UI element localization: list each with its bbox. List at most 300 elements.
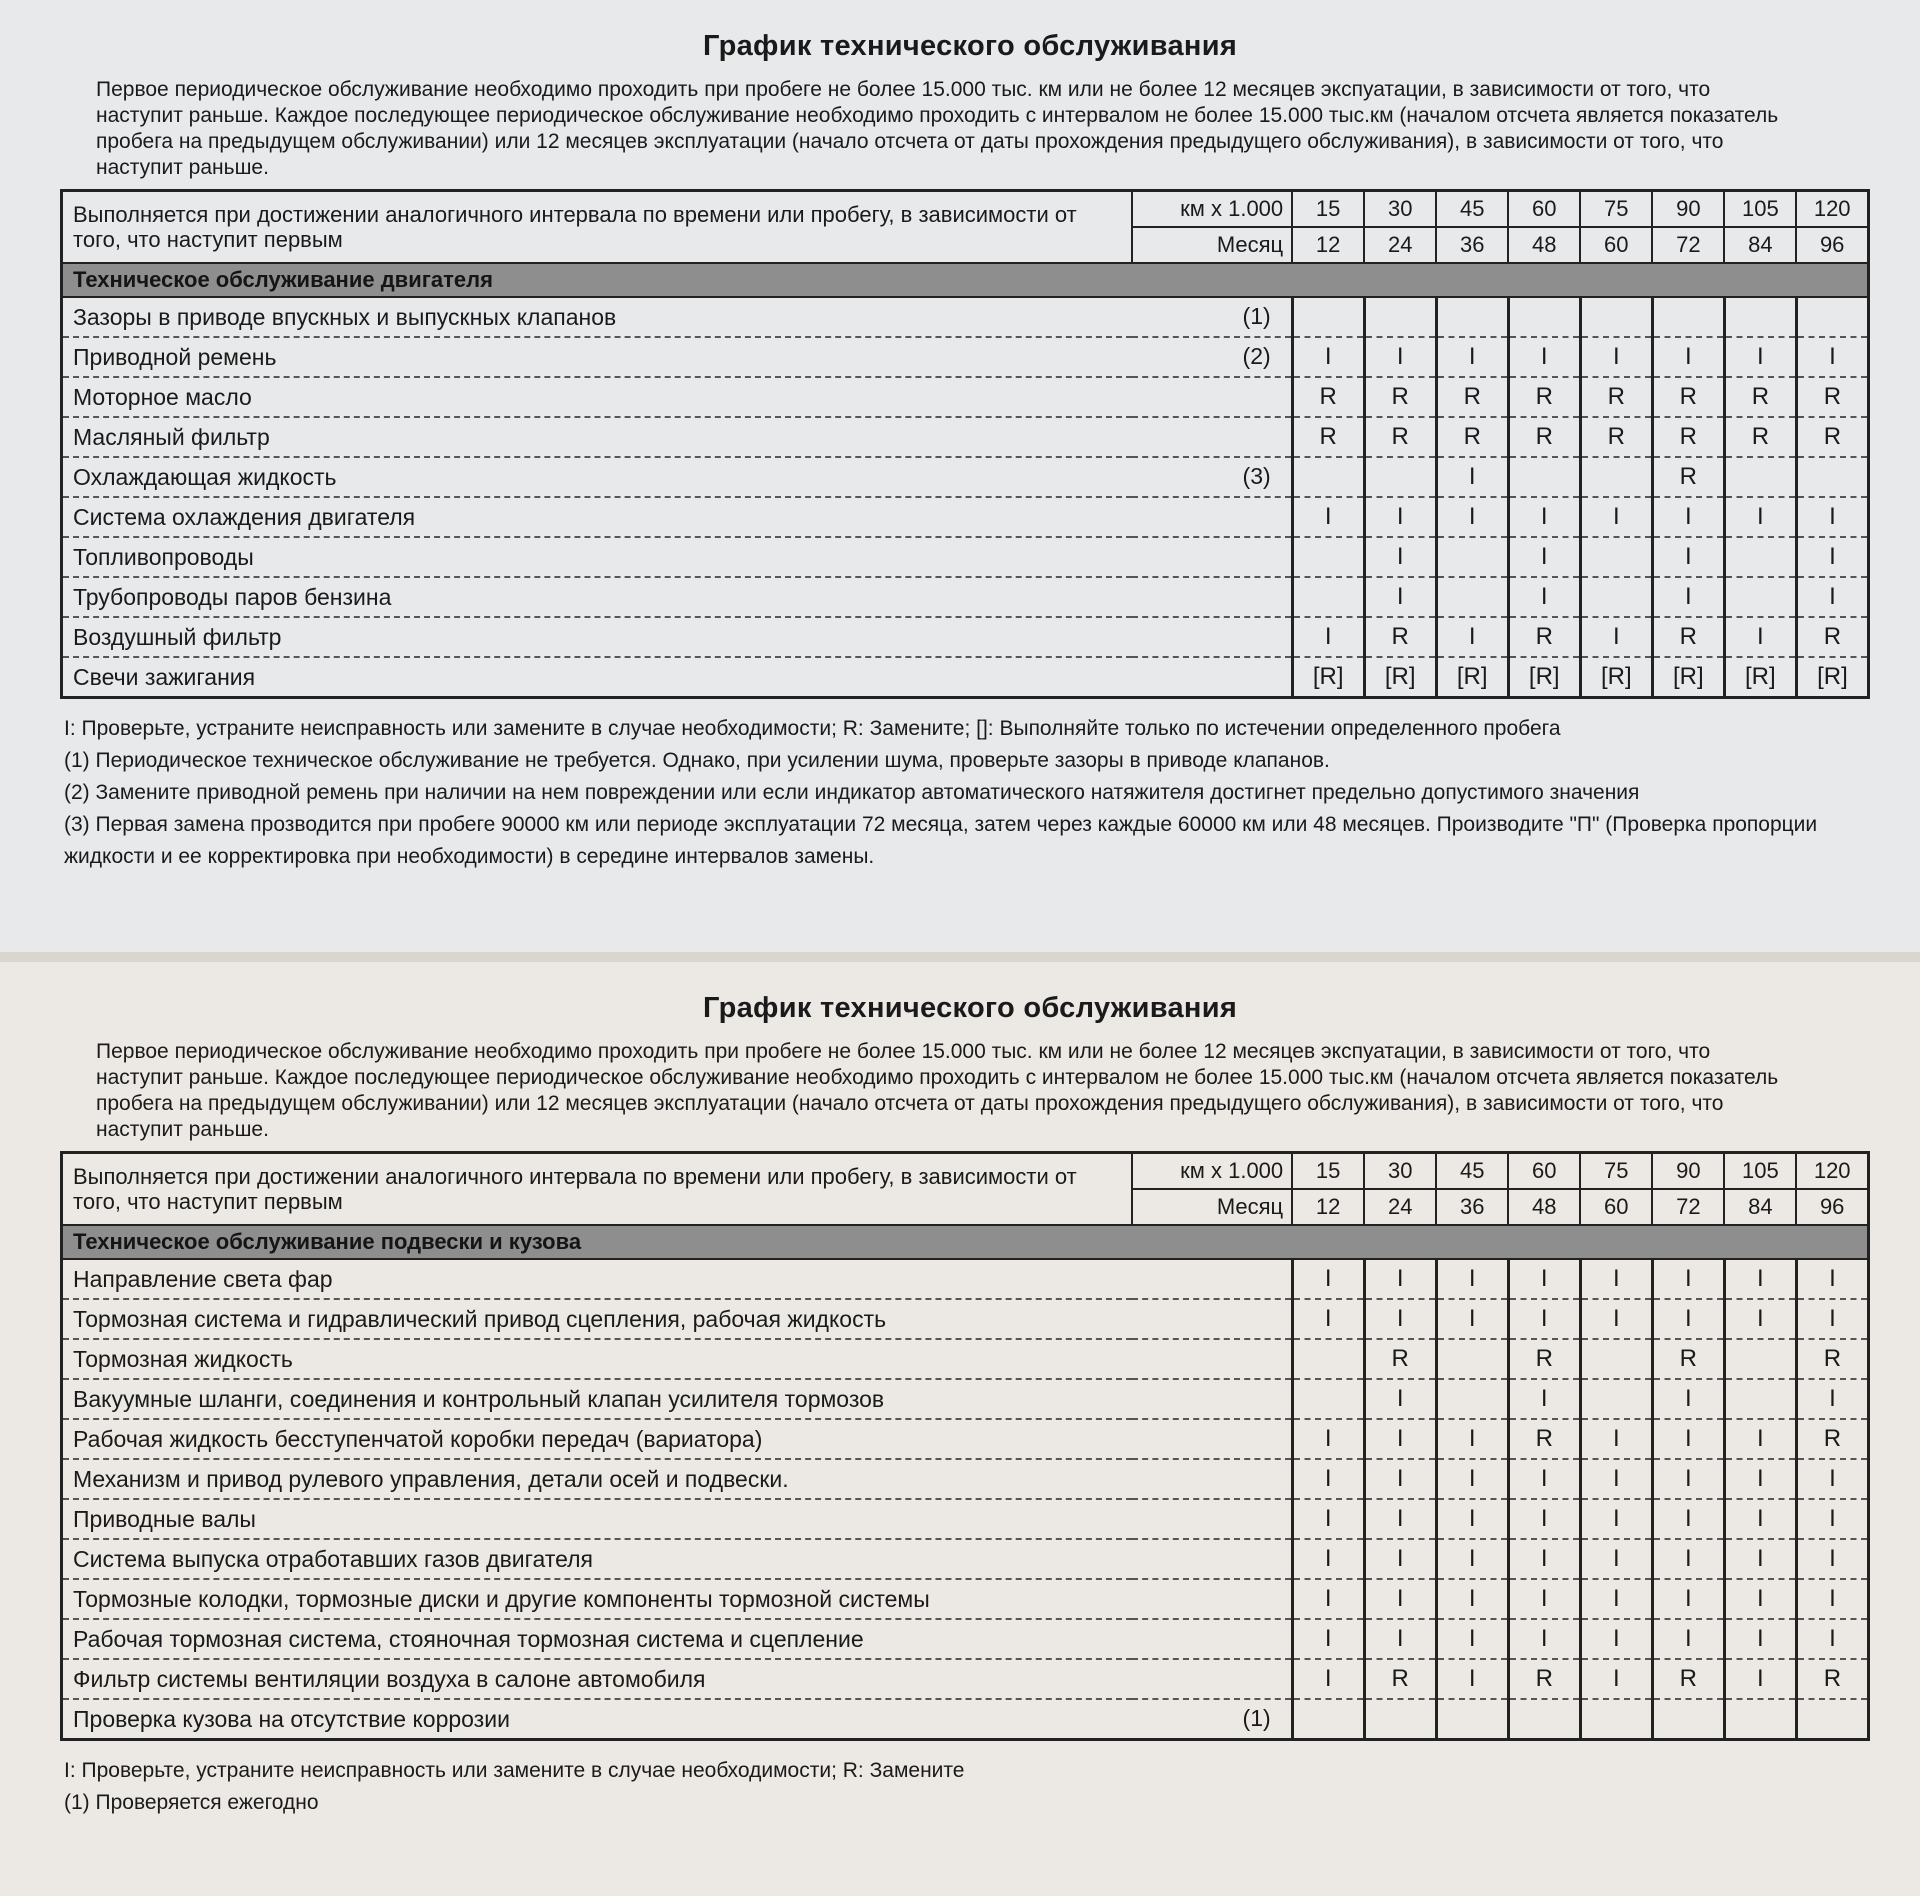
schedule-mark: I [1436,1459,1508,1499]
schedule-mark [1580,1379,1652,1419]
schedule-mark: R [1364,417,1436,457]
table-row [62,497,1869,537]
month-value: 60 [1580,227,1652,263]
schedule-mark: I [1508,1299,1580,1339]
table-row [62,1379,1869,1419]
month-value: 48 [1508,1189,1580,1225]
schedule-mark [1724,577,1796,617]
schedule-mark: I [1652,1259,1724,1299]
schedule-mark [1292,577,1364,617]
schedule-mark [1796,1699,1868,1740]
legend-line: (1) Проверяется ежегодно [64,1791,319,1814]
schedule-mark: [R] [1292,657,1364,698]
month-value: 84 [1724,227,1796,263]
item-cell [62,1539,1293,1579]
table-row [62,1539,1869,1579]
schedule-mark: I [1436,1259,1508,1299]
schedule-mark: I [1580,1459,1652,1499]
schedule-mark: [R] [1796,657,1868,698]
schedule-mark: I [1724,1579,1796,1619]
schedule-mark [1724,297,1796,337]
schedule-mark: I [1508,537,1580,577]
page-title: График технического обслуживания [702,992,1238,1024]
schedule-mark: I [1508,1539,1580,1579]
month-value: 12 [1292,1189,1364,1225]
schedule-mark [1724,1699,1796,1740]
schedule-mark: I [1580,1539,1652,1579]
month-value: 24 [1364,227,1436,263]
table-row [62,1299,1869,1339]
schedule-mark: R [1508,1659,1580,1699]
schedule-mark: I [1796,577,1868,617]
schedule-mark: I [1292,1579,1364,1619]
schedule-mark: R [1436,377,1508,417]
legend [64,1755,1880,1819]
schedule-mark: R [1652,617,1724,657]
month-value: 12 [1292,227,1364,263]
schedule-mark: I [1364,577,1436,617]
schedule-mark [1724,1339,1796,1379]
section-title: Техническое обслуживание подвески и кузова [62,1225,1869,1259]
schedule-mark: R [1580,377,1652,417]
km-value: 90 [1652,1153,1724,1190]
footnote-ref: (1) [1242,1705,1271,1731]
month-label: Месяц [1132,1189,1292,1225]
item-label: Проверка кузова на отсутствие коррозии [73,1705,510,1732]
schedule-mark: I [1364,1419,1436,1459]
schedule-mark: I [1724,497,1796,537]
table-row [62,577,1869,617]
schedule-mark: R [1364,377,1436,417]
table-row [62,457,1869,497]
item-label: Фильтр системы вентиляции воздуха в салоне автомобиля [73,1665,706,1692]
schedule-mark: I [1652,497,1724,537]
legend-line: I: Проверьте, устраните неисправность или замените в случае необходимости; R: Замените [64,1759,965,1782]
table-row [62,537,1869,577]
schedule-mark: I [1652,1299,1724,1339]
item-cell [62,1619,1293,1659]
schedule-mark: R [1796,377,1868,417]
item-cell [62,1339,1293,1379]
table-row [62,657,1869,698]
schedule-mark: I [1724,1539,1796,1579]
intro-text: Первое периодическое обслуживание необходимо проходить при пробеге не более 15.000 тыс. км или не более 12 месяцев экспуатации, в зависимости от того, что наступит раньше. Каждое последующее периодическое обслуживание необходимо проходить с интервалом не более 15.000 тыс.км (началом отсчета является показатель пробега на предыдущем обслуживании) или 12 месяцев эксплуатации (начало отсчета от даты прохождения предыдущего обслуживания), в зависимости от того, что наступит раньше. [96,78,1779,179]
intro-text: Первое периодическое обслуживание необходимо проходить при пробеге не более 15.000 тыс. км или не более 12 месяцев экспуатации, в зависимости от того, что наступит раньше. Каждое последующее периодическое обслуживание необходимо проходить с интервалом не более 15.000 тыс.км (началом отсчета является показатель пробега на предыдущем обслуживании) или 12 месяцев эксплуатации (начало отсчета от даты прохождения предыдущего обслуживания), в зависимости от того, что наступит раньше. [96,1040,1779,1141]
item-cell [62,617,1293,657]
schedule-mark: I [1508,1579,1580,1619]
item-cell [62,1659,1293,1699]
item-cell [62,377,1293,417]
schedule-mark: I [1724,337,1796,377]
item-label: Приводные валы [73,1505,256,1532]
schedule-mark: [R] [1364,657,1436,698]
table-row [62,417,1869,457]
item-label: Механизм и привод рулевого управления, детали осей и подвески. [73,1465,789,1492]
item-cell [62,577,1293,617]
schedule-mark: I [1580,497,1652,537]
schedule-mark [1364,457,1436,497]
km-label: км х 1.000 [1132,1153,1292,1190]
table-row [62,1259,1869,1299]
schedule-mark: I [1580,1259,1652,1299]
schedule-table [60,1151,1870,1741]
item-cell [62,1379,1293,1419]
month-value: 60 [1580,1189,1652,1225]
schedule-mark [1292,1379,1364,1419]
schedule-mark: I [1292,1659,1364,1699]
schedule-mark: R [1724,417,1796,457]
schedule-mark: R [1796,1419,1868,1459]
schedule-mark: I [1796,1619,1868,1659]
schedule-mark [1652,1699,1724,1740]
month-value: 36 [1436,1189,1508,1225]
schedule-mark [1292,457,1364,497]
schedule-mark: I [1436,457,1508,497]
item-label: Приводной ремень [73,343,277,370]
schedule-mark [1508,457,1580,497]
schedule-mark: I [1292,337,1364,377]
schedule-mark: I [1652,1499,1724,1539]
schedule-mark: I [1436,337,1508,377]
schedule-mark: I [1508,337,1580,377]
item-label: Тормозная жидкость [73,1345,293,1372]
schedule-mark: I [1436,1579,1508,1619]
schedule-mark: R [1652,417,1724,457]
schedule-mark: I [1724,1619,1796,1659]
schedule-mark: R [1364,1659,1436,1699]
item-label: Рабочая тормозная система, стояночная тормозная система и сцепление [73,1625,864,1652]
item-label: Рабочая жидкость бесступенчатой коробки передач (вариатора) [73,1425,763,1452]
schedule-mark: I [1508,1379,1580,1419]
schedule-mark [1436,537,1508,577]
item-label: Масляный фильтр [73,423,270,450]
table-row [62,377,1869,417]
schedule-mark: I [1436,1619,1508,1659]
schedule-mark: I [1436,1299,1508,1339]
interval-header: Выполняется при достижении аналогичного интервала по времени или пробегу, в зависимости от того, что наступит первым [62,191,1133,264]
footnote-ref: (1) [1242,303,1271,329]
km-value: 45 [1436,1153,1508,1190]
schedule-mark: R [1292,377,1364,417]
schedule-mark: I [1508,1459,1580,1499]
schedule-mark: R [1580,417,1652,457]
item-cell [62,1699,1293,1740]
item-cell [62,1259,1293,1299]
item-label: Вакуумные шланги, соединения и контрольный клапан усилителя тормозов [73,1385,885,1412]
schedule-mark [1580,577,1652,617]
schedule-mark [1292,1339,1364,1379]
footnote-ref: (2) [1242,343,1271,369]
legend-line: I: Проверьте, устраните неисправность или замените в случае необходимости; R: Замените; []: Выполняйте только по истечении определенного пробега [64,717,1561,740]
schedule-mark [1436,1699,1508,1740]
schedule-mark: I [1364,497,1436,537]
schedule-mark: I [1724,1659,1796,1699]
schedule-mark: I [1580,1299,1652,1339]
schedule-mark: I [1580,1579,1652,1619]
schedule-mark [1364,297,1436,337]
schedule-mark [1796,457,1868,497]
item-label: Топливопроводы [73,543,254,570]
schedule-mark: I [1580,1499,1652,1539]
item-label: Воздушный фильтр [73,623,282,650]
schedule-mark: I [1436,1499,1508,1539]
schedule-mark: I [1364,1579,1436,1619]
table-row [62,1339,1869,1379]
item-cell [62,497,1293,537]
item-cell [62,457,1293,497]
km-value: 120 [1796,1153,1868,1190]
schedule-mark [1580,1339,1652,1379]
schedule-mark: I [1364,1539,1436,1579]
schedule-mark: I [1292,1459,1364,1499]
table-row [62,297,1869,337]
schedule-mark: I [1508,1259,1580,1299]
item-cell [62,537,1293,577]
schedule-mark: I [1724,1299,1796,1339]
item-label: Система охлаждения двигателя [73,503,416,530]
km-value: 60 [1508,1153,1580,1190]
maintenance-sheet-body [0,962,1920,1896]
schedule-mark: I [1364,1619,1436,1659]
table-row [62,1579,1869,1619]
schedule-mark: R [1292,417,1364,457]
schedule-mark: R [1508,417,1580,457]
table-row [62,1499,1869,1539]
km-value: 90 [1652,191,1724,228]
schedule-mark: [R] [1652,657,1724,698]
schedule-mark: I [1796,1299,1868,1339]
schedule-mark: I [1292,497,1364,537]
table-row [62,1699,1869,1740]
km-value: 30 [1364,191,1436,228]
item-label: Моторное масло [73,383,252,410]
km-value: 15 [1292,191,1364,228]
item-cell [62,1299,1293,1339]
schedule-mark: I [1796,497,1868,537]
month-value: 72 [1652,227,1724,263]
month-value: 96 [1819,1194,1845,1219]
legend-line: (2) Замените приводной ремень при наличии на нем повреждении или если индикатор автоматического натяжителя достигнет предельно допустимого значения [64,781,1640,804]
item-cell [62,297,1293,337]
schedule-mark: I [1292,1619,1364,1659]
table-row [62,1459,1869,1499]
schedule-mark: I [1436,497,1508,537]
schedule-mark: R [1652,1339,1724,1379]
schedule-mark: I [1508,577,1580,617]
schedule-mark [1724,537,1796,577]
schedule-mark: I [1364,337,1436,377]
schedule-mark [1436,297,1508,337]
schedule-mark [1292,297,1364,337]
schedule-mark: I [1652,1579,1724,1619]
schedule-mark: R [1508,617,1580,657]
schedule-mark: [R] [1724,657,1796,698]
schedule-mark: I [1580,1419,1652,1459]
schedule-mark: I [1364,1299,1436,1339]
km-label: км х 1.000 [1132,191,1292,228]
schedule-mark: I [1652,1459,1724,1499]
schedule-mark: R [1508,1419,1580,1459]
schedule-mark: I [1652,337,1724,377]
item-label: Тормозная система и гидравлический привод сцепления, рабочая жидкость [73,1305,887,1332]
schedule-mark: R [1508,377,1580,417]
schedule-mark: R [1724,377,1796,417]
schedule-mark: I [1436,1539,1508,1579]
schedule-mark [1436,577,1508,617]
item-label: Зазоры в приводе впускных и выпускных клапанов [73,303,617,330]
schedule-mark: I [1364,1379,1436,1419]
schedule-mark [1364,1699,1436,1740]
schedule-mark: I [1796,1459,1868,1499]
schedule-mark: I [1292,1539,1364,1579]
schedule-mark [1292,1699,1364,1740]
item-label: Направление света фар [73,1265,333,1292]
km-value: 45 [1436,191,1508,228]
schedule-mark: R [1508,1339,1580,1379]
section-title: Техническое обслуживание двигателя [62,263,1869,297]
schedule-mark [1724,457,1796,497]
month-value: 48 [1508,227,1580,263]
schedule-mark [1580,1699,1652,1740]
schedule-mark [1580,537,1652,577]
schedule-mark: I [1436,617,1508,657]
table-row [62,617,1869,657]
schedule-mark: R [1652,457,1724,497]
schedule-mark: I [1724,1459,1796,1499]
schedule-mark: I [1364,1499,1436,1539]
km-value: 75 [1580,1153,1652,1190]
schedule-mark: I [1364,1459,1436,1499]
schedule-mark: I [1508,1619,1580,1659]
schedule-mark: R [1436,417,1508,457]
legend-line: (1) Периодическое техническое обслуживание не требуется. Однако, при усилении шума, проверьте зазоры в приводе клапанов. [64,749,1330,772]
km-value: 75 [1580,191,1652,228]
item-label: Свечи зажигания [73,663,256,690]
item-label: Трубопроводы паров бензина [73,583,392,610]
schedule-mark: I [1724,1499,1796,1539]
schedule-mark: I [1796,1259,1868,1299]
schedule-mark: I [1364,1259,1436,1299]
item-label: Тормозные колодки, тормозные диски и другие компоненты тормозной системы [73,1585,930,1612]
table-row [62,337,1869,377]
schedule-mark: R [1796,617,1868,657]
interval-header: Выполняется при достижении аналогичного интервала по времени или пробегу, в зависимости от того, что наступит первым [62,1153,1133,1226]
item-cell [62,657,1293,698]
month-value: 72 [1652,1189,1724,1225]
schedule-mark: I [1580,1659,1652,1699]
schedule-mark [1796,297,1868,337]
month-value: 84 [1724,1189,1796,1225]
schedule-mark: I [1652,1379,1724,1419]
schedule-mark: [R] [1580,657,1652,698]
legend-line: (3) Первая замена прозводится при пробеге 90000 км или периоде эксплуатации 72 месяца, затем через каждые 60000 км или 48 месяцев. Производите "П" (Проверка пропорции жидкости и ее корректировка при необходимости) в середине интервалов замены. [64,813,1818,868]
schedule-mark: I [1724,617,1796,657]
schedule-mark: I [1652,577,1724,617]
schedule-mark: I [1796,1579,1868,1619]
table-row [62,1619,1869,1659]
schedule-mark: I [1292,1419,1364,1459]
schedule-mark: R [1652,1659,1724,1699]
schedule-mark: I [1580,337,1652,377]
legend [64,713,1880,873]
schedule-mark: I [1796,1379,1868,1419]
schedule-mark [1292,537,1364,577]
km-value: 105 [1724,1153,1796,1190]
month-value: 96 [1819,232,1845,257]
schedule-mark [1580,457,1652,497]
schedule-table [60,189,1870,699]
schedule-mark: R [1364,617,1436,657]
schedule-mark: I [1364,537,1436,577]
item-cell [62,337,1293,377]
schedule-mark: I [1652,1539,1724,1579]
schedule-mark: I [1580,1619,1652,1659]
item-cell [62,417,1293,457]
schedule-mark: R [1796,417,1868,457]
item-cell [62,1499,1293,1539]
km-value: 15 [1292,1153,1364,1190]
schedule-mark: I [1436,1659,1508,1699]
schedule-mark: I [1580,617,1652,657]
schedule-mark: I [1292,617,1364,657]
schedule-mark: I [1292,1299,1364,1339]
schedule-mark: I [1436,1419,1508,1459]
footnote-ref: (3) [1242,463,1271,489]
schedule-mark: I [1292,1259,1364,1299]
schedule-mark: I [1796,1539,1868,1579]
schedule-mark: I [1724,1419,1796,1459]
schedule-mark [1436,1339,1508,1379]
schedule-mark [1508,297,1580,337]
schedule-mark [1436,1379,1508,1419]
item-label: Система выпуска отработавших газов двигателя [73,1545,593,1572]
km-value: 60 [1508,191,1580,228]
schedule-mark: I [1652,1419,1724,1459]
km-value: 30 [1364,1153,1436,1190]
month-value: 36 [1436,227,1508,263]
schedule-mark: I [1652,537,1724,577]
month-value: 24 [1364,1189,1436,1225]
schedule-mark: I [1292,1499,1364,1539]
schedule-mark: I [1796,337,1868,377]
schedule-mark: I [1796,537,1868,577]
schedule-mark [1580,297,1652,337]
schedule-mark: I [1724,1259,1796,1299]
schedule-mark [1652,297,1724,337]
item-cell [62,1419,1293,1459]
table-row [62,1419,1869,1459]
page-title: График технического обслуживания [702,30,1238,62]
schedule-mark: [R] [1436,657,1508,698]
schedule-mark: [R] [1508,657,1580,698]
km-value: 105 [1724,191,1796,228]
item-cell [62,1459,1293,1499]
month-label: Месяц [1132,227,1292,263]
schedule-mark [1508,1699,1580,1740]
schedule-mark: R [1652,377,1724,417]
schedule-mark: I [1652,1619,1724,1659]
item-cell [62,1579,1293,1619]
item-label: Охлаждающая жидкость [73,463,337,490]
km-value: 120 [1796,191,1868,228]
schedule-mark: R [1796,1659,1868,1699]
schedule-mark: R [1364,1339,1436,1379]
schedule-mark: I [1796,1499,1868,1539]
schedule-mark: I [1508,497,1580,537]
schedule-mark: R [1796,1339,1868,1379]
table-row [62,1659,1869,1699]
schedule-mark [1724,1379,1796,1419]
